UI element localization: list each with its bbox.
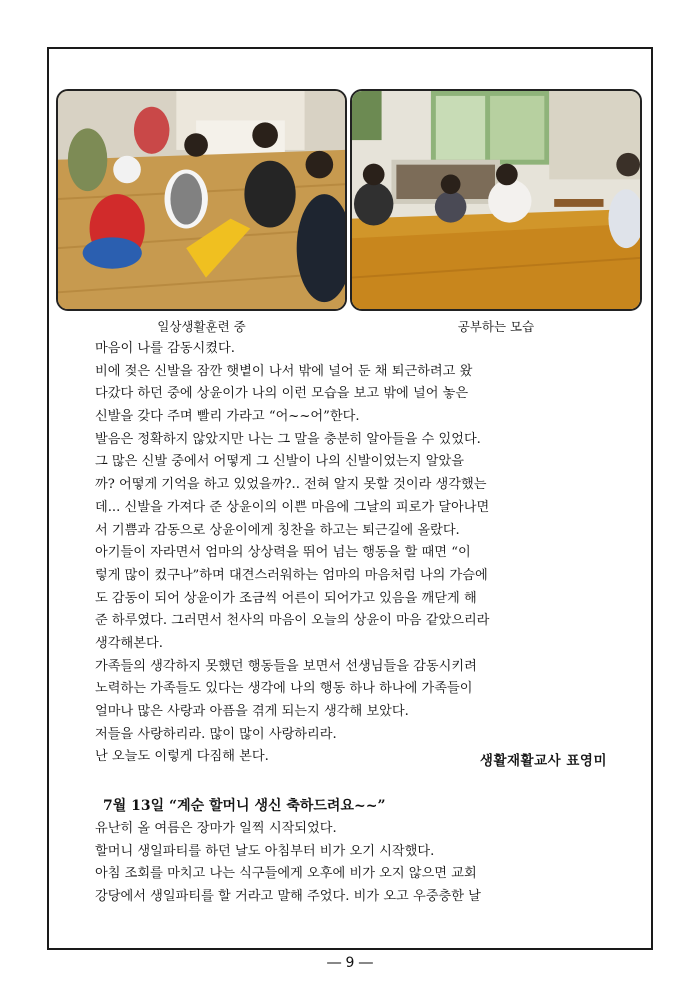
text-line: 까? 어떻게 기억을 하고 있었을까?.. 전혀 알지 못할 것이라 생각했는 (95, 477, 487, 493)
text-line: 강당에서 생일파티를 할 거라고 말해 주었다. 비가 오고 우중충한 날 (95, 889, 481, 905)
body-text-2 (95, 818, 610, 909)
text-line: 다갔다 하던 중에 상윤이가 나의 이런 모습을 보고 밖에 널어 놓은 (95, 386, 469, 402)
text-line: 아기들이 자라면서 엄마의 상상력을 뛰어 넘는 행동을 할 때면 “이 (95, 545, 471, 561)
photo-studying-image (352, 91, 640, 309)
body-text-1 (95, 338, 610, 769)
text-line: 서 기쁨과 감동으로 상윤이에게 칭찬을 하고는 퇴근길에 올랐다. (95, 522, 460, 538)
text-line: 노력하는 가족들도 있다는 생각에 나의 행동 하나 하나에 가족들이 (95, 681, 473, 697)
text-line: 유난히 올 여름은 장마가 일찍 시작되었다. (95, 821, 337, 836)
page-number: ― 9 ― (327, 955, 373, 971)
text-line: 할머니 생일파티를 하던 날도 아침부터 비가 오기 시작했다. (95, 843, 435, 859)
text-line: 얼마나 많은 사랑과 아픔을 겪게 되는지 생각해 보았다. (95, 704, 409, 719)
text-line: 생각해본다. (95, 635, 163, 651)
text-line: 발음은 정확하지 않았지만 나는 그 말을 충분히 알아들을 수 있었다. (95, 431, 481, 447)
text-line: 아침 조회를 마치고 나는 식구들에게 오후에 비가 오지 않으면 교회 (95, 866, 477, 882)
text-line: 비에 젖은 신발을 잠깐 햇볕이 나서 밖에 널어 둔 채 퇴근하려고 왔 (95, 363, 473, 379)
text-line: 그 많은 신발 중에서 어떻게 그 신발이 나의 신발이었는지 알았을 (95, 454, 464, 470)
photo-studying (350, 89, 642, 311)
text-line: 가족들의 생각하지 못했던 행동들을 보면서 선생님들을 감동시키려 (95, 658, 477, 674)
text-line: 도 감동이 되어 상윤이가 조금씩 어른이 되어가고 있음을 깨닫게 해 (95, 590, 477, 606)
caption-left: 일상생활훈련 중 (157, 319, 246, 334)
photo-daily-life-training-image (58, 91, 345, 309)
caption-right: 공부하는 모습 (457, 319, 535, 334)
author-signature: 생활재활교사 표영미 (479, 753, 607, 769)
text-line: 렇게 많이 컸구나”하며 대견스러워하는 엄마의 마음처럼 나의 가슴에 (95, 567, 488, 583)
section-heading: 7월 13일 “계순 할머니 생신 축하드려요~~” (103, 798, 386, 814)
text-line: 신발을 갖다 주며 빨리 가라고 “어~~어”한다. (95, 409, 360, 425)
text-line: 저들을 사랑하리라. 많이 많이 사랑하리라. (95, 726, 337, 742)
photo-daily-life-training (56, 89, 347, 311)
text-line: 마음이 나를 감동시켰다. (95, 341, 235, 356)
text-line: 난 오늘도 이렇게 다짐해 본다. (95, 749, 269, 765)
text-line: 데... 신발을 가져다 준 상윤이의 이쁜 마음에 그날의 피로가 달아나면 (95, 499, 490, 515)
text-line: 준 하루였다. 그러면서 천사의 마음이 오늘의 상윤이 마음 같았으리라 (95, 613, 490, 629)
